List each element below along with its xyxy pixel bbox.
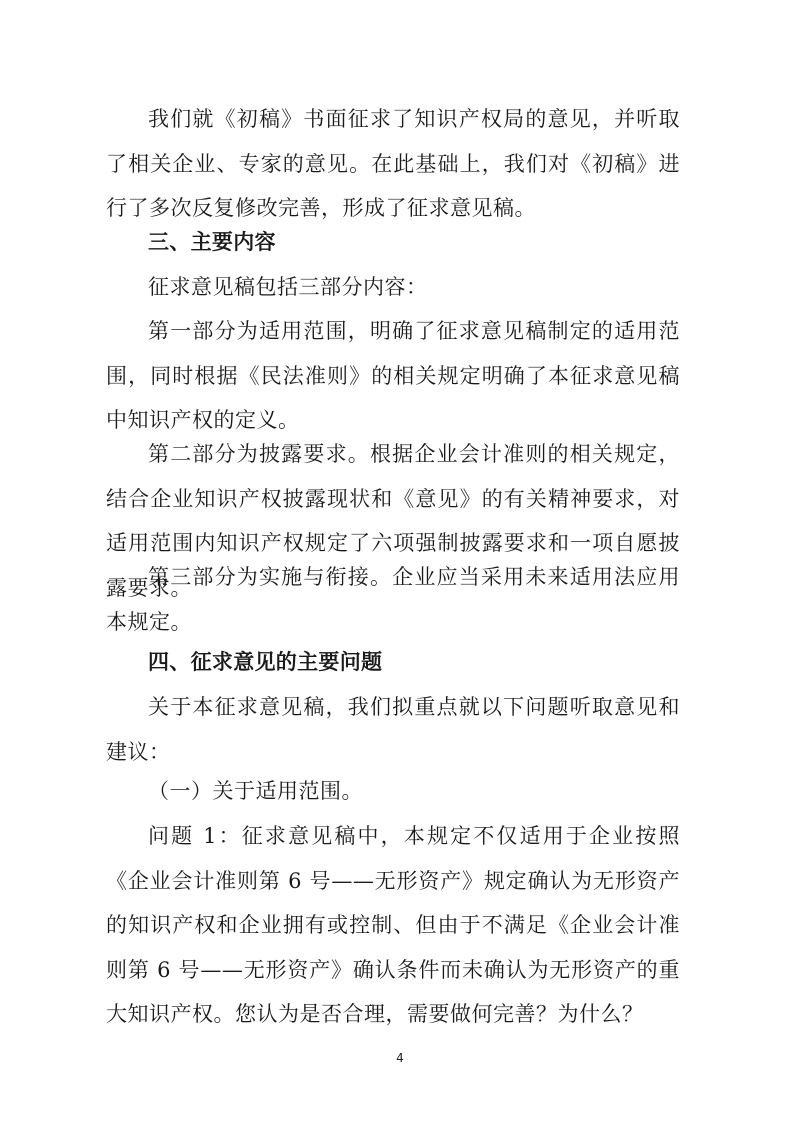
paragraph-questions-intro: 关于本征求意见稿，我们拟重点就以下问题听取意见和建议： [106,695,680,764]
section-heading-main-content: 三、主要内容 [148,230,276,254]
section-heading-questions: 四、征求意见的主要问题 [148,650,383,674]
paragraph-part-one: 第一部分为适用范围，明确了征求意见稿制定的适用范围，同时根据《民法准则》的相关规定明确了本征求意见稿中知识产权的定义。 [106,319,680,432]
paragraph-content-intro: 征求意见稿包括三部分内容： [148,275,428,299]
subheading-scope: （一）关于适用范围。 [148,779,363,803]
paragraph-part-three: 第三部分为实施与衔接。企业应当采用未来适用法应用本规定。 [106,565,680,634]
paragraph-question-one: 问题 1：征求意见稿中，本规定不仅适用于企业按照《企业会计准则第 6 号——无形资产》规定确认为无形资产的知识产权和企业拥有或控制、但由于不满足《企业会计准则第 6 号——无形资产》确认条件而未确认为无形资产的重大知识产权。您认为是否合理，需要做何完善？为什么？ [106,824,680,1026]
paragraph-part-two: 第二部分为披露要求。根据企业会计准则的相关规定，结合企业知识产权披露现状和《意见》的有关精神要求，对适用范围内知识产权规定了六项强制披露要求和一项自愿披露要求。 [106,442,680,600]
page-number: 4 [396,1051,404,1065]
paragraph-consultation: 我们就《初稿》书面征求了知识产权局的意见，并听取了相关企业、专家的意见。在此基础上，我们对《初稿》进行了多次反复修改完善，形成了征求意见稿。 [106,107,680,220]
